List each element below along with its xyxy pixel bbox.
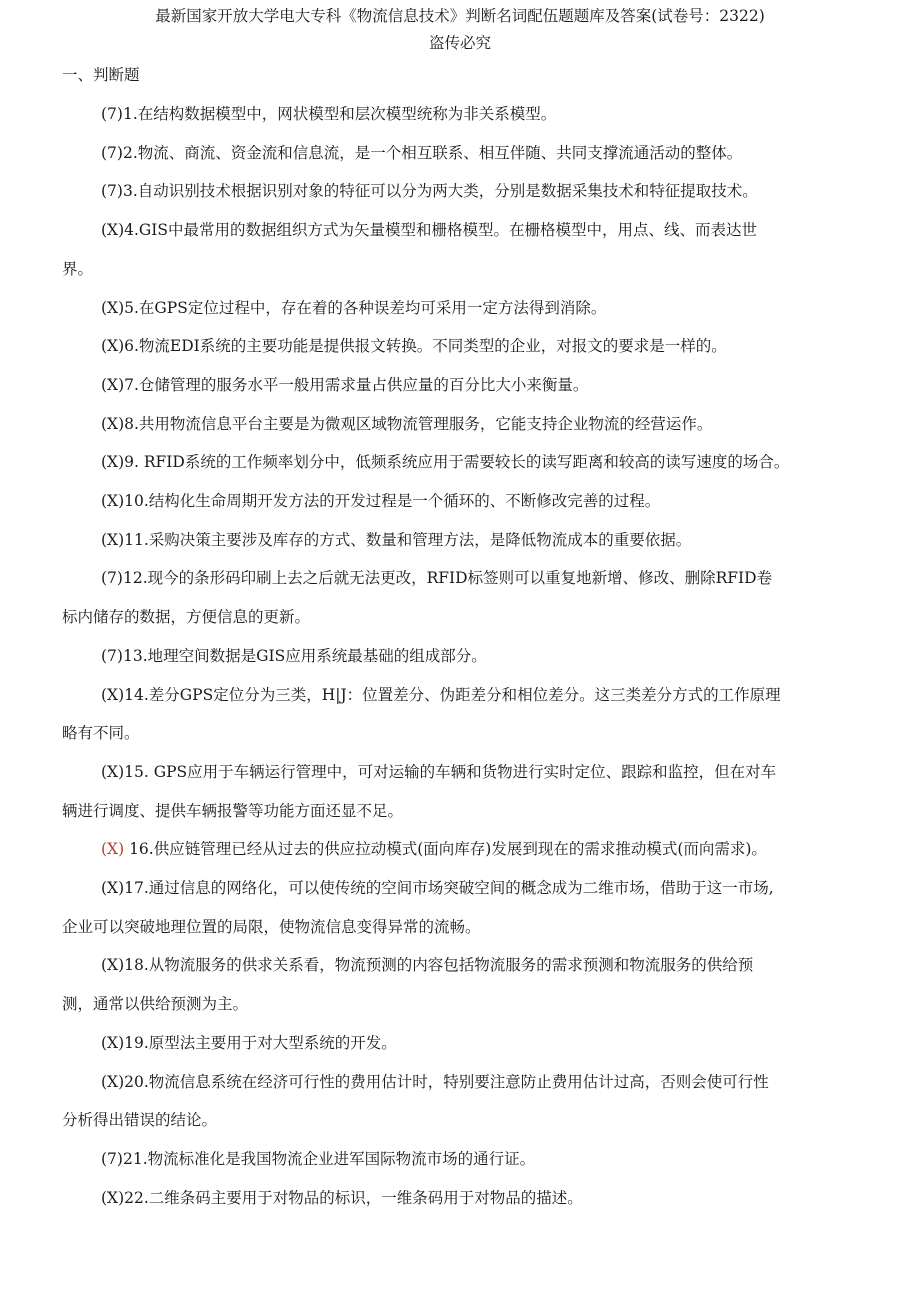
question-text: 略有不同。	[62, 724, 140, 742]
document-subtitle: 盗传必究	[428, 34, 491, 52]
question-text: 13.地理空间数据是GIS应用系统最基础的组成部分。	[122, 647, 487, 665]
question-text: 15. GPS应用于车辆运行管理中，可对运输的车辆和货物进行实时定位、跟踪和监控，但在对车	[124, 763, 777, 781]
question-text: 分析得出错误的结论。	[62, 1111, 218, 1129]
answer-mark: (X)	[101, 1073, 125, 1091]
question-item	[101, 878, 774, 898]
question-text: 5.在GPS定位过程中，存在着的各种误差均可采用一定方法得到消除。	[124, 299, 607, 317]
answer-mark: (X)	[101, 956, 125, 974]
question-item	[101, 104, 556, 124]
question-item	[101, 530, 691, 550]
question-item	[101, 955, 753, 975]
question-text: 21.物流标准化是我国物流企业进军国际物流市场的通行证。	[122, 1150, 536, 1168]
answer-mark: (X)	[101, 299, 125, 317]
question-text: 18.从物流服务的供求关系看，物流预测的内容包括物流服务的需求预测和物流服务的供给预	[124, 956, 754, 974]
question-item	[101, 336, 727, 356]
question-text: 10.结构化生命周期开发方法的开发过程是一个循环的、不断修改完善的过程。	[124, 492, 661, 510]
question-text: 14.差分GPS定位分为三类，H|J：位置差分、伪距差分和相位差分。这三类差分方式的工作原理	[124, 686, 781, 704]
answer-mark: (X)	[101, 879, 125, 897]
question-text: 辆进行调度、提供车辆报警等功能方面还显不足。	[62, 802, 404, 820]
question-text: 界。	[62, 260, 94, 278]
question-text: 4.GIS中最常用的数据组织方式为矢量模型和栅格模型。在栅格模型中，用点、线、而表达世	[124, 221, 758, 239]
question-text: 12.现今的条形码印刷上去之后就无法更改，RFID标签则可以重复地新增、修改、删除RFID卷	[122, 569, 773, 587]
question-text: 19.原型法主要用于对大型系统的开发。	[124, 1034, 397, 1052]
question-continuation	[62, 994, 248, 1014]
question-item	[101, 375, 588, 395]
question-item	[101, 1033, 397, 1053]
question-continuation	[62, 723, 140, 743]
answer-mark: (7)	[101, 182, 123, 200]
answer-mark: (X)	[101, 376, 125, 394]
question-item	[101, 298, 606, 318]
question-continuation	[62, 1110, 217, 1130]
question-text: 11.采购决策主要涉及库存的方式、数量和管理方法，是降低物流成本的重要依据。	[124, 531, 692, 549]
question-text: 8.共用物流信息平台主要是为微观区域物流管理服务，它能支持企业物流的经营运作。	[124, 415, 713, 433]
question-text: 6.物流EDI系统的主要功能是提供报文转换。不同类型的企业，对报文的要求是一样的。	[124, 337, 727, 355]
question-item	[101, 181, 758, 201]
question-item	[101, 1188, 583, 1208]
question-text: 测，通常以供给预测为主。	[62, 995, 249, 1013]
answer-mark: (X)	[101, 763, 125, 781]
question-item	[101, 646, 487, 666]
answer-mark: (X)	[101, 221, 125, 239]
answer-mark: (X)	[101, 840, 125, 858]
question-text: 2.物流、商流、资金流和信息流，是一个相互联系、相互伴随、共同支撑流通活动的整体。	[122, 144, 743, 162]
question-text: 20.物流信息系统在经济可行性的费用估计时，特别要注意防止费用估计过高，否则会使可行性	[124, 1073, 769, 1091]
question-continuation	[62, 801, 403, 821]
answer-mark: (7)	[101, 569, 123, 587]
question-text: 3.自动识别技术根据识别对象的特征可以分为两大类，分别是数据采集技术和特征提取技术。	[122, 182, 758, 200]
question-text: 1.在结构数据模型中，网状模型和层次模型统称为非关系模型。	[122, 105, 557, 123]
answer-mark: (7)	[101, 1150, 123, 1168]
question-item	[101, 568, 772, 588]
question-item	[101, 685, 781, 705]
question-text: 标内储存的数据，方便信息的更新。	[62, 608, 311, 626]
question-continuation	[62, 607, 310, 627]
question-item	[101, 452, 789, 472]
question-text: 16.供应链管理已经从过去的供应拉动模式(面向库存)发展到现在的需求推动模式(而向需求)。	[124, 840, 767, 858]
question-item	[101, 1149, 535, 1169]
answer-mark: (X)	[101, 415, 125, 433]
answer-mark: (7)	[101, 105, 123, 123]
question-item	[101, 220, 757, 240]
question-item	[101, 839, 767, 859]
document-title: 最新国家开放大学电大专科《物流信息技术》判断名词配伍题题库及答案(试卷号：2322)	[155, 7, 765, 25]
answer-mark: (7)	[101, 144, 123, 162]
question-item	[101, 491, 660, 511]
question-text: 7.仓储管理的服务水平一般用需求量占供应量的百分比大小来衡量。	[124, 376, 589, 394]
question-text: 9. RFID系统的工作频率划分中，低频系统应用于需要较长的读写距离和较高的读写速度的场合。	[124, 453, 790, 471]
question-item	[101, 143, 742, 163]
section-heading: 一、判断题	[62, 66, 140, 84]
answer-mark: (X)	[101, 492, 125, 510]
answer-mark: (X)	[101, 686, 125, 704]
question-text: 22.二维条码主要用于对物品的标识，一维条码用于对物品的描述。	[124, 1189, 583, 1207]
question-continuation	[62, 917, 481, 937]
question-text: 企业可以突破地理位置的局限，使物流信息变得异常的流畅。	[62, 918, 481, 936]
answer-mark: (X)	[101, 1034, 125, 1052]
answer-mark: (X)	[101, 531, 125, 549]
question-item	[101, 1072, 769, 1092]
question-item	[101, 762, 776, 782]
answer-mark: (7)	[101, 647, 123, 665]
question-item	[101, 414, 712, 434]
answer-mark: (X)	[101, 453, 125, 471]
answer-mark: (X)	[101, 337, 125, 355]
question-continuation	[62, 259, 93, 279]
answer-mark: (X)	[101, 1189, 125, 1207]
question-text: 17.通过信息的网络化，可以使传统的空间市场突破空间的概念成为二维市场，借助于这一市场,	[124, 879, 774, 897]
